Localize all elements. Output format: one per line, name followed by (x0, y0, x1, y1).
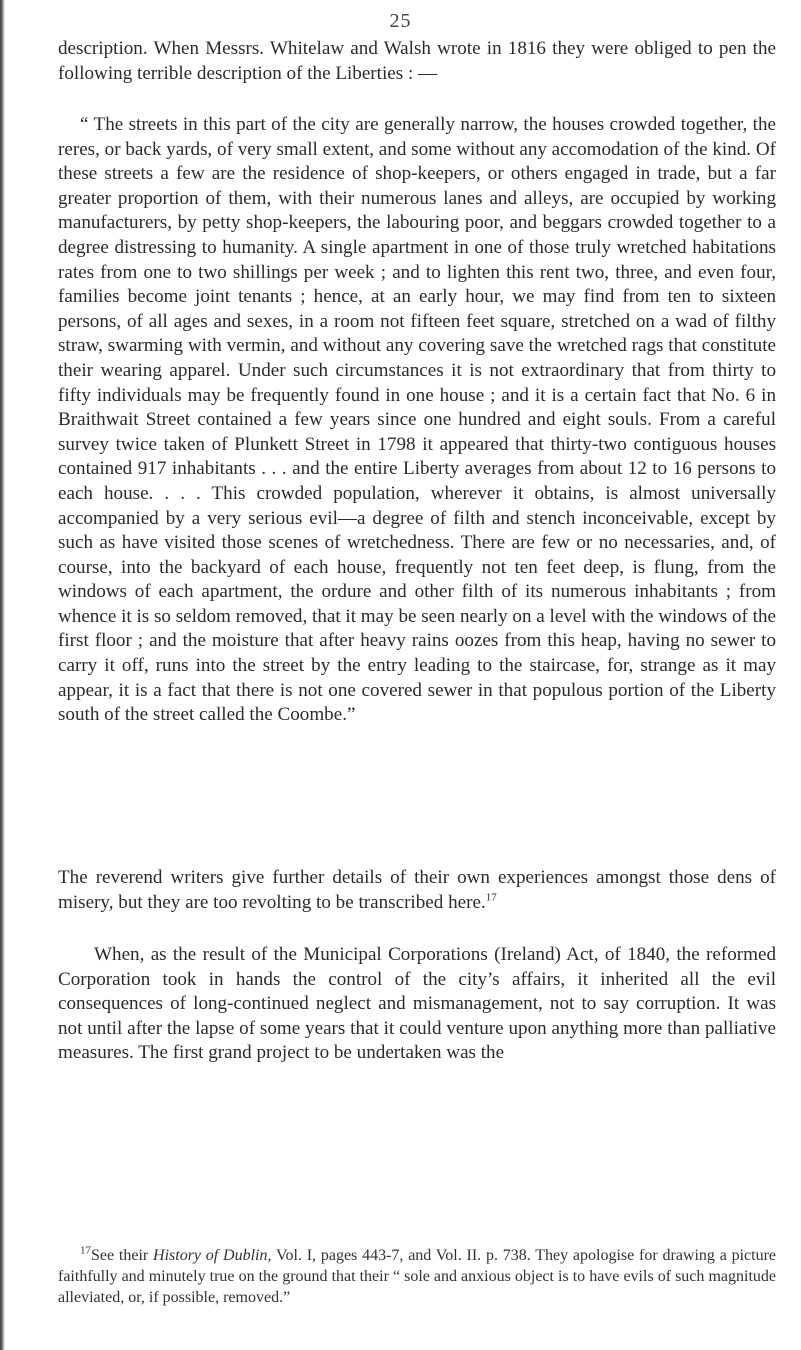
paragraph-intro-text: description. When Messrs. Whitelaw and Walsh wrote in 1816 they were obliged to pen the following terrible description of the Liberties : — (58, 38, 776, 84)
footnote-reference: 17 (485, 891, 497, 904)
page-number: 25 (389, 10, 412, 32)
block-quotation (58, 113, 776, 728)
quotation-text: “ The streets in this part of the city are generally narrow, the houses crowded together, the reres, or back yards, of very small extent, and some without any accomodation of the kind. Of these streets a few are the residence of shop-keepers, or others engaged in trade, but a far greater proportion of them, with their numerous lanes and alleys, are occupied by working manufacturers, by petty shop-keepers, the labouring poor, and beggars crowded together to a degree distressing to humanity. A single apartment in one of those truly wretched habitations rates from one to two shillings per week ; and to lighten this rent two, three, and even four, families become joint tenants ; hence, at an early hour, we may find from ten to sixteen persons, of all ages and sexes, in a room not fifteen feet square, stretched on a wad of filthy straw, swarming with vermin, and without any covering save the wretched rags that constitute their wearing apparel. Under such circumstances it is not extraordinary that from thirty to fifty individuals may be frequently found in one house ; and it is a certain fact that No. 6 in Braithwait Street contained a few years since one hundred and eight souls. From a careful survey twice taken of Plunkett Street in 1798 it appeared that thirty-two contiguous houses contained 917 inhabitants . . . and the entire Liberty averages from about 12 to 16 persons to each house. . . . This crowded population, wherever it obtains, is almost universally accompanied by a very serious evil—a degree of filth and stench inconceivable, except by such as have visited those scenes of wretchedness. There are few or no necessaries, and, of course, into the backyard of each house, frequently not ten feet deep, is flung, from the windows of each apartment, the ordure and other filth of its numerous inhabitants ; from whence it is so seldom removed, that it may be seen nearly on a level with the windows of the first floor ; and the moisture that after heavy rains oozes from this heap, having no sewer to carry it off, runs into the street by the entry leading to the staircase, for, strange as it may appear, it is a fact that there is not one covered sewer in that populous portion of the Liberty south of the street called the Coombe.” (58, 114, 776, 726)
footnote-text (58, 1245, 776, 1308)
footnote-after-title: , Vol. I, pages 443-7, and Vol. II. p. 738. They apologise for drawing a picture faithfully and minutely true on the ground that their “ sole and anxious object is to have evils of such magnitude alleviated, or, if possible, removed.” (58, 1247, 777, 1306)
paragraph-writers (58, 866, 776, 915)
paragraph-writers-text (58, 866, 776, 915)
footnote-before-title: See their (91, 1247, 149, 1264)
footnote-book-title: History of Dublin (153, 1247, 268, 1264)
paragraph-intro (58, 37, 776, 86)
page-binding-edge (0, 0, 5, 1350)
footnote (58, 1245, 776, 1308)
footnote-marker: 17 (80, 1244, 91, 1257)
writers-text: The reverend writers give further details of their own experiences amongst those dens of misery, but they are too revolting to be transcribed here. (58, 867, 776, 913)
paragraph-when-text: When, as the result of the Municipal Corporations (Ireland) Act, of 1840, the reformed Corporation took in hands the control of the city’s affairs, it inherited all the evil consequences of long-continued neglect and mismanagement, not to say corruption. It was not until after the lapse of some years that it could venture upon anything more than palliative measures. The first grand project to be undertaken was the (58, 944, 776, 1064)
paragraph-when (58, 943, 776, 1066)
